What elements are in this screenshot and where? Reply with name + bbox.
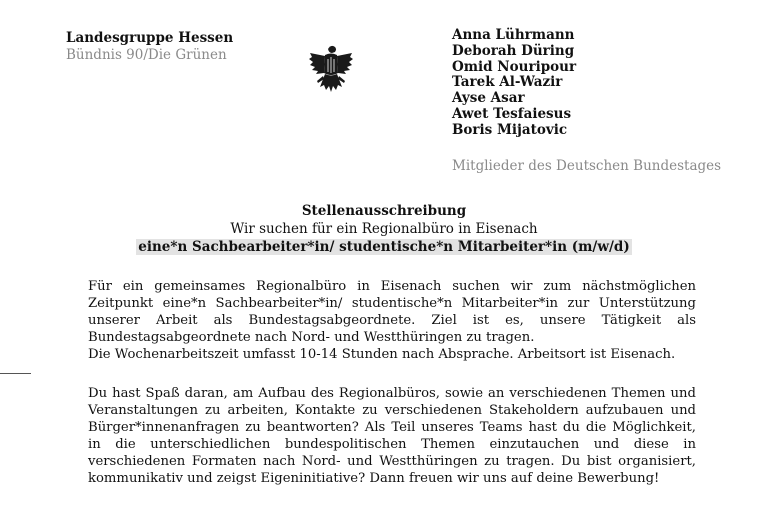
document-title: Stellenausschreibung	[301, 203, 467, 219]
member-name: Ayse Asar	[452, 90, 525, 107]
job-heading	[0, 202, 768, 256]
working-hours-line: Die Wochenarbeitszeit umfasst 10-14 Stunden nach Absprache. Arbeitsort ist Eisenach.	[88, 347, 676, 362]
paragraph-line: kommunikativ und zeigst Eigeninitiative? Dann freuen wir uns auf deine Bewerbung!	[88, 471, 660, 486]
member-name: Awet Tesfaiesus	[452, 105, 572, 122]
document-subtitle: Wir suchen für ein Regionalbüro in Eisenach	[230, 221, 538, 237]
paragraph-line: verschiedenen Formaten nach Nord- und Westthüringen zu tragen. Du bist organisiert,	[88, 454, 696, 469]
position-title-text: eine*n Sachbearbeiter*in/ studentische*n Mitarbeiter*in (m/w/d)	[138, 239, 630, 255]
member-list	[452, 28, 576, 139]
org-name: Landesgruppe Hessen	[66, 30, 234, 46]
paragraph-line: Bundestagsabgeordnete nach Nord- und Westthüringen zu tragen.	[88, 330, 535, 345]
position-title	[0, 238, 768, 256]
paragraph-intro	[88, 278, 696, 363]
paragraph-line: in die unterschiedlichen bundespolitischen Themen einzutauchen und diese in	[88, 437, 696, 452]
paragraph-line: Veranstaltungen zu arbeiten, Kontakte zu verschiedenen Stakeholdern aufzubauen und	[88, 403, 696, 418]
letterhead-organization	[66, 30, 233, 64]
member-name: Omid Nouripour	[452, 58, 577, 75]
member-name: Boris Mijatovic	[452, 121, 568, 138]
paragraph-line: Bürger*innenanfragen zu beantworten? Als Teil unseres Teams hast du die Möglichkeit,	[88, 420, 696, 435]
member-name: Anna Lührmann	[452, 27, 575, 43]
paragraph-profile	[88, 385, 696, 487]
federal-eagle-icon	[308, 43, 354, 97]
paragraph-line: Du hast Spaß daran, am Aufbau des Regionalbüros, sowie an verschiedenen Themen und	[88, 386, 696, 401]
margin-fold-mark	[0, 373, 31, 374]
party-name: Bündnis 90/Die Grünen	[66, 47, 227, 63]
member-name: Tarek Al-Wazir	[452, 74, 563, 91]
paragraph-line: unserer Arbeit als Bundestagsabgeordnete. Ziel ist es, unsere Tätigkeit als	[88, 313, 696, 328]
paragraph-line: Für ein gemeinsames Regionalbüro in Eisenach suchen wir zum nächstmöglichen	[88, 279, 696, 294]
member-name: Deborah Düring	[452, 42, 575, 59]
paragraph-line: Zeitpunkt eine*n Sachbearbeiter*in/ studentische*n Mitarbeiter*in zur Unterstützung	[88, 296, 696, 311]
bundestag-subtitle: Mitglieder des Deutschen Bundestages	[452, 158, 722, 174]
